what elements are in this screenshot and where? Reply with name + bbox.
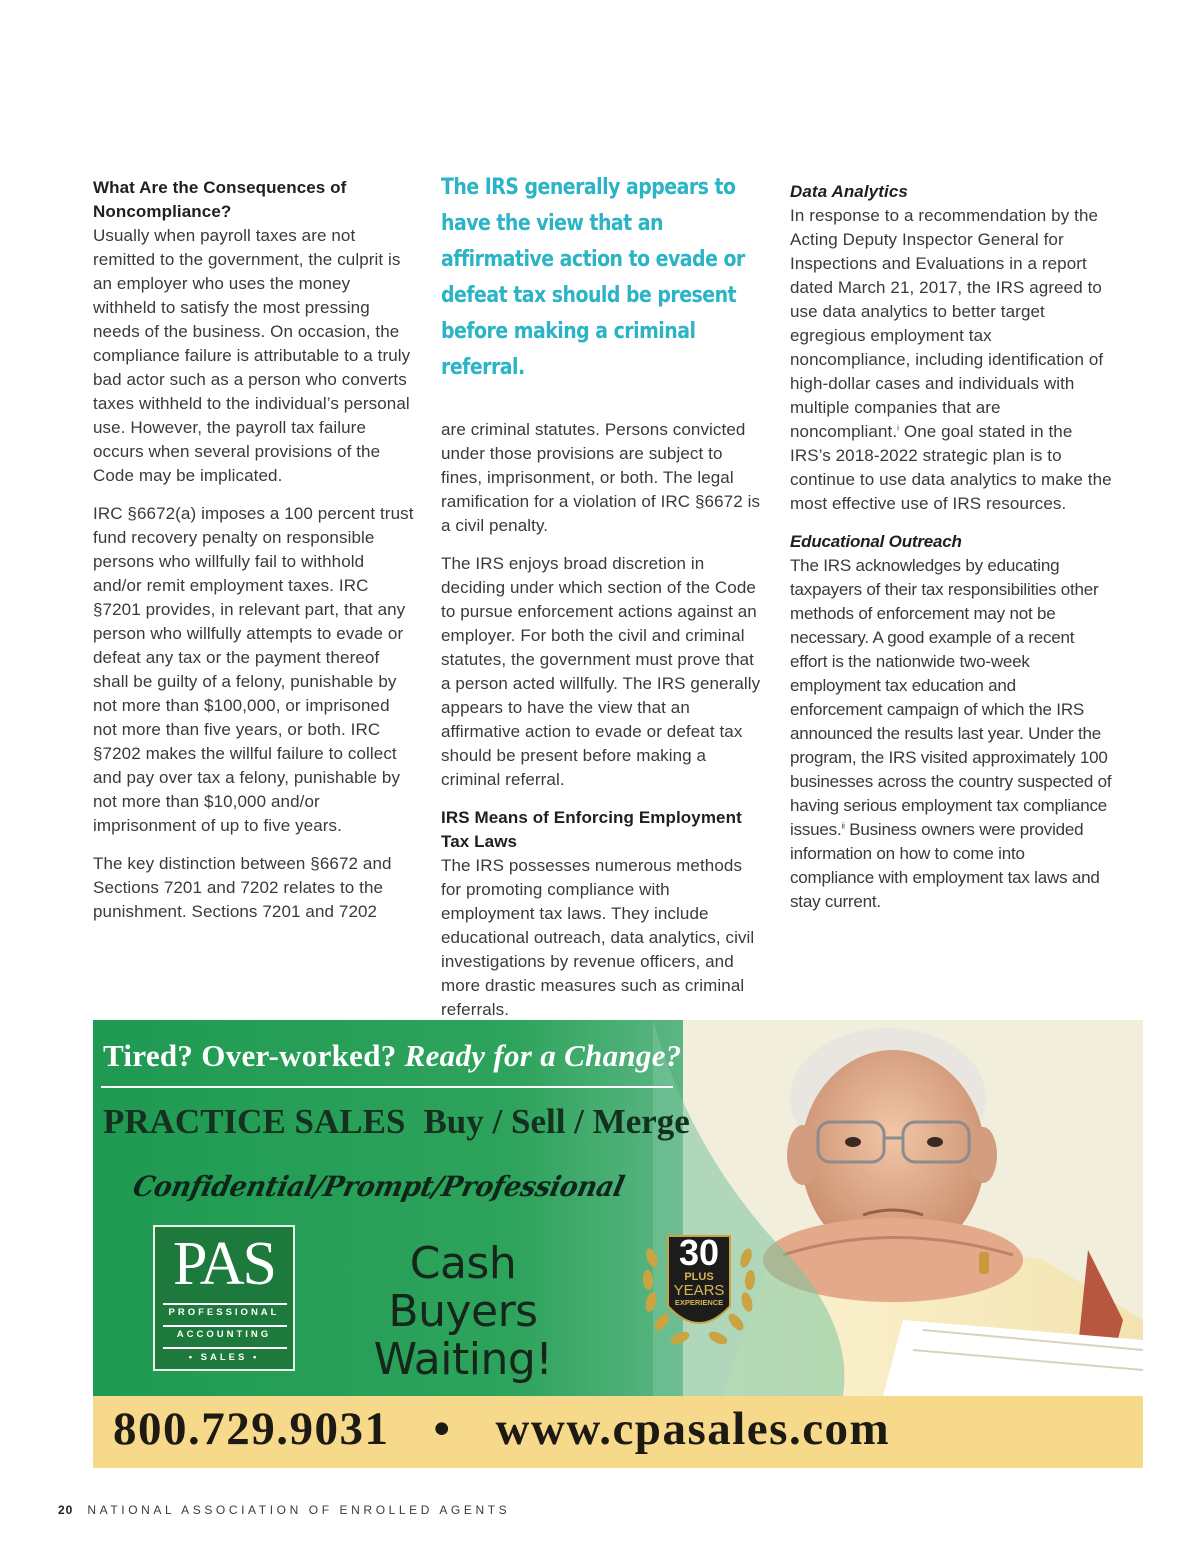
ad-ready-text: Ready for a Change? [404,1038,682,1073]
badge-plus: PLUS [684,1271,714,1283]
cash-buyers-text [333,1240,593,1384]
pas-logo-line1: PROFESSIONAL [168,1307,280,1318]
badge-experience: EXPERIENCE [674,1298,724,1307]
practice-sales-text: PRACTICE SALES [103,1102,406,1141]
section-heading-irs-means: IRS Means of Enforcing Employment Tax Laws [441,808,742,851]
paragraph-text: Usually when payroll taxes are not remitted to the government, the culprit is an employer who uses the money withheld to satisfy the most pressing needs of the business. On occasion, the compliance failure is attributable to a truly bad actor such as a person who converts taxes withheld to the individual’s personal use. However, the payroll tax failure occurs when several provisions of the Code may be implicated. [93,226,411,485]
phone-number: 800.729.9031 [113,1403,390,1455]
pas-logo-line3: • SALES • [188,1352,260,1363]
publication-name: NATIONAL ASSOCIATION OF ENROLLED AGENTS [87,1503,511,1517]
section-heading-consequences: What Are the Consequences of Noncompliance? [93,178,347,221]
badge-years: YEARS [673,1282,725,1299]
paragraph-text: One goal stated in the IRS’s 2018-2022 strategic plan is to continue to use data analytics to make the most effective use of IRS resources. [790,422,1112,513]
paragraph: The key distinction between §6672 and Sections 7201 and 7202 relates to the punishment. Sections 7201 and 7202 [93,854,392,921]
advertisement [93,1020,1143,1468]
ad-tagline: Confidential/Prompt/Professional [129,1170,628,1203]
article-column-3 [790,180,1112,928]
cash-buyers-line1: Cash Buyers [388,1238,538,1337]
paragraph [790,180,1112,516]
cash-buyers-line2: Waiting! [373,1334,553,1385]
paragraph [790,530,1112,914]
ad-divider [101,1086,673,1088]
buy-sell-merge-text: Buy / Sell / Merge [423,1102,690,1141]
paragraph: IRC §6672(a) imposes a 100 percent trust fund recovery penalty on responsible persons who willfully fail to withhold and/or remit employment taxes. IRC §7201 provides, in relevant part, that any person who willfully attempts to evade or defeat any tax or the payment thereof shall be guilty of a felony, punishable by not more than $100,000, or imprisoned not more than five years, or both. IRC §7202 makes the willful failure to collect and pay over tax a felony, punishable by not more than $10,000 and/or imprisonment of up to five years. [93,504,414,835]
divider [163,1347,287,1349]
paragraph [441,806,765,1022]
footnote-marker: ii [841,821,845,831]
article-column-1 [93,176,415,938]
pull-quote: The IRS generally appears to have the view that an affirmative action to evade or defeat tax should be present before making a criminal referral. [441,175,745,380]
website-url: www.cpasales.com [495,1403,891,1455]
ad-headline [103,1038,682,1074]
ad-tired-text: Tired? Over-worked? [103,1038,397,1073]
paragraph-text: The IRS possesses numerous methods for promoting compliance with employment tax laws. They include educational outreach, data analytics, civil investigations by revenue officers, and more drastic measures such as criminal referrals. [441,856,755,1019]
divider [163,1303,287,1305]
paragraph: are criminal statutes. Persons convicted under those provisions are subject to fines, imprisonment, or both. The legal ramification for a violation of IRC §6672 is a civil penalty. [441,420,761,535]
paragraph-text: In response to a recommendation by the Acting Deputy Inspector General for Inspections and Evaluations in a report dated March 21, 2017, the IRS agreed to use data analytics to better target egregious employment tax noncompliance, including identification of high-dollar cases and individuals with multiple companies that are noncompliant. [790,206,1104,441]
section-heading-educational-outreach: Educational Outreach [790,532,962,551]
badge-number: 30 [678,1232,720,1273]
paragraph [93,176,415,488]
page-number: 20 [58,1503,74,1517]
pas-logo-letters: PAS [172,1230,276,1298]
section-heading-data-analytics: Data Analytics [790,182,908,201]
pas-logo [153,1225,295,1371]
contact-band [93,1396,1143,1468]
separator-bullet: • [433,1403,452,1455]
footnote-marker: i [897,423,900,433]
experience-badge [638,1228,760,1356]
article-column-2 [441,176,765,1036]
pas-logo-line2: ACCOUNTING [176,1329,272,1340]
contact-line [113,1402,890,1456]
paragraph: The IRS enjoys broad discretion in deciding under which section of the Code to pursue enforcement actions against an employer. For both the civil and criminal statutes, the government must prove that a person acted willfully. The IRS generally appears to have the view that an affirmative action to evade or defeat tax should be present before making a criminal referral. [441,554,761,789]
paragraph-text: Business owners were provided information on how to come into compliance with employment tax laws and stay current. [790,820,1100,911]
divider [163,1325,287,1327]
ad-practice-sales [103,1102,690,1142]
page-footer [58,1503,510,1517]
paragraph-text: The IRS acknowledges by educating taxpayers of their tax responsibilities other methods of enforcement may not be necessary. A good example of a recent effort is the nationwide two-week employment tax education and enforcement campaign of which the IRS announced the results last year. Under the program, the IRS visited approximately 100 businesses across the country suspected of having serious employment tax compliance issues. [790,556,1112,839]
badge-text [638,1228,760,1308]
